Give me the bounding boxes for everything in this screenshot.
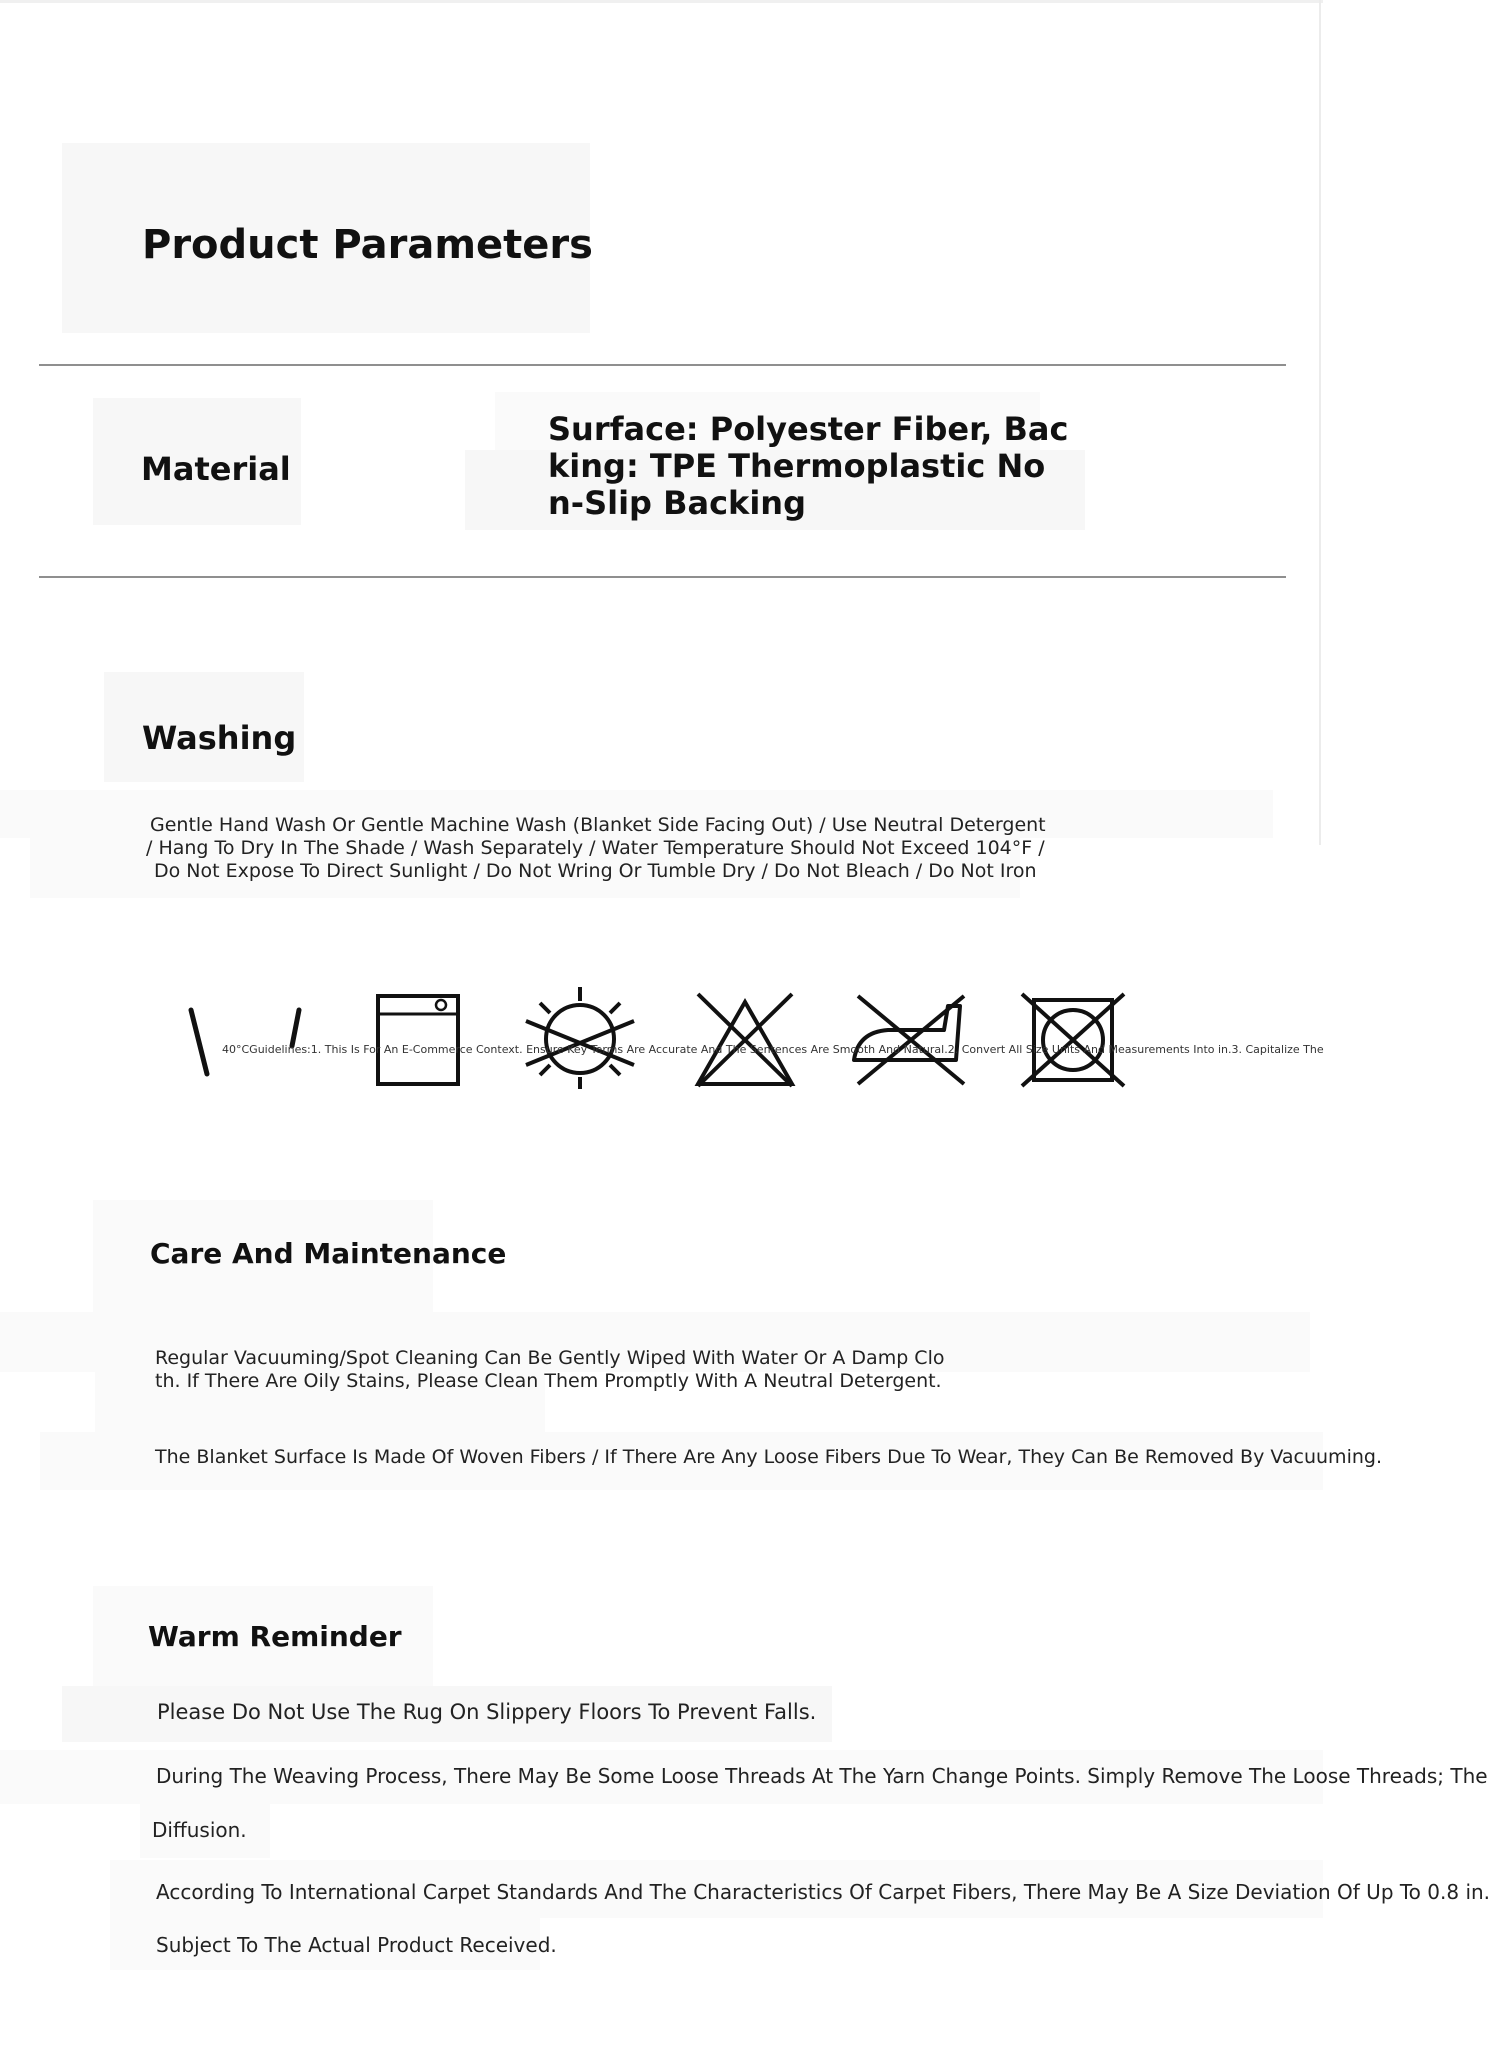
- washing-line-2: / Hang To Dry In The Shade / Wash Separately / Water Temperature Should Not Exceed 104°F /: [146, 837, 1045, 859]
- care-para1-line-1: Regular Vacuuming/Spot Cleaning Can Be Gently Wiped With Water Or A Damp Clo: [155, 1347, 945, 1369]
- washing-line-3: Do Not Expose To Direct Sunlight / Do Not Wring Or Tumble Dry / Do Not Bleach / Do Not Iron: [154, 860, 1037, 882]
- washing-instructions: [146, 814, 1046, 883]
- page-title: Product Parameters: [142, 222, 593, 268]
- top-edge-line: [0, 0, 1323, 3]
- reminder-line-2: During The Weaving Process, There May Be Some Loose Threads At The Yarn Change Points. Simply Remove The Loose Threads; The: [156, 1764, 1488, 1788]
- no-tumble-dry-icon: [1018, 990, 1128, 1090]
- no-bleach-icon: [690, 990, 800, 1090]
- reminder-heading: Warm Reminder: [148, 1620, 402, 1653]
- no-sun-icon: [522, 985, 638, 1091]
- material-label: Material: [141, 450, 291, 488]
- washing-overlay-text: 40°CGuidelines:1. This Is For An E-Commerce Context. Ensure Key Terms Are Accurate And The Sentences Are Smooth And Natural.2. Convert All Size Units And Measurements Into in.3. Capitalize The: [222, 1043, 1324, 1056]
- care-paragraph-2: The Blanket Surface Is Made Of Woven Fibers / If There Are Any Loose Fibers Due To Wear, They Can Be Removed By Vacuuming.: [155, 1446, 1382, 1468]
- reminder-line-3: Diffusion.: [152, 1818, 247, 1842]
- no-iron-icon: [848, 990, 970, 1090]
- tumble-dryer-icon: [373, 992, 463, 1088]
- care-paragraph-1: [155, 1347, 944, 1393]
- reminder-line-5: Subject To The Actual Product Received.: [156, 1933, 557, 1957]
- material-value-line-2: king: TPE Thermoplastic No: [548, 447, 1046, 485]
- washing-line-1: Gentle Hand Wash Or Gentle Machine Wash (Blanket Side Facing Out) / Use Neutral Detergent: [150, 814, 1046, 836]
- reminder-line-4: According To International Carpet Standards And The Characteristics Of Carpet Fibers, There May Be A Size Deviation Of Up To 0.8 in.: [156, 1880, 1490, 1904]
- divider-top: [39, 364, 1286, 366]
- washing-heading: Washing: [142, 719, 297, 757]
- care-heading: Care And Maintenance: [150, 1237, 507, 1270]
- material-value-line-1: Surface: Polyester Fiber, Bac: [548, 410, 1069, 448]
- material-value: [548, 411, 1068, 522]
- divider-bottom: [39, 576, 1286, 578]
- hand-wash-icon: [180, 990, 310, 1090]
- reminder-line-1: Please Do Not Use The Rug On Slippery Floors To Prevent Falls.: [157, 1700, 817, 1724]
- material-value-line-3: n-Slip Backing: [548, 484, 806, 522]
- care-para1-line-2: th. If There Are Oily Stains, Please Clean Them Promptly With A Neutral Detergent.: [155, 1370, 942, 1392]
- right-edge-line: [1319, 0, 1321, 845]
